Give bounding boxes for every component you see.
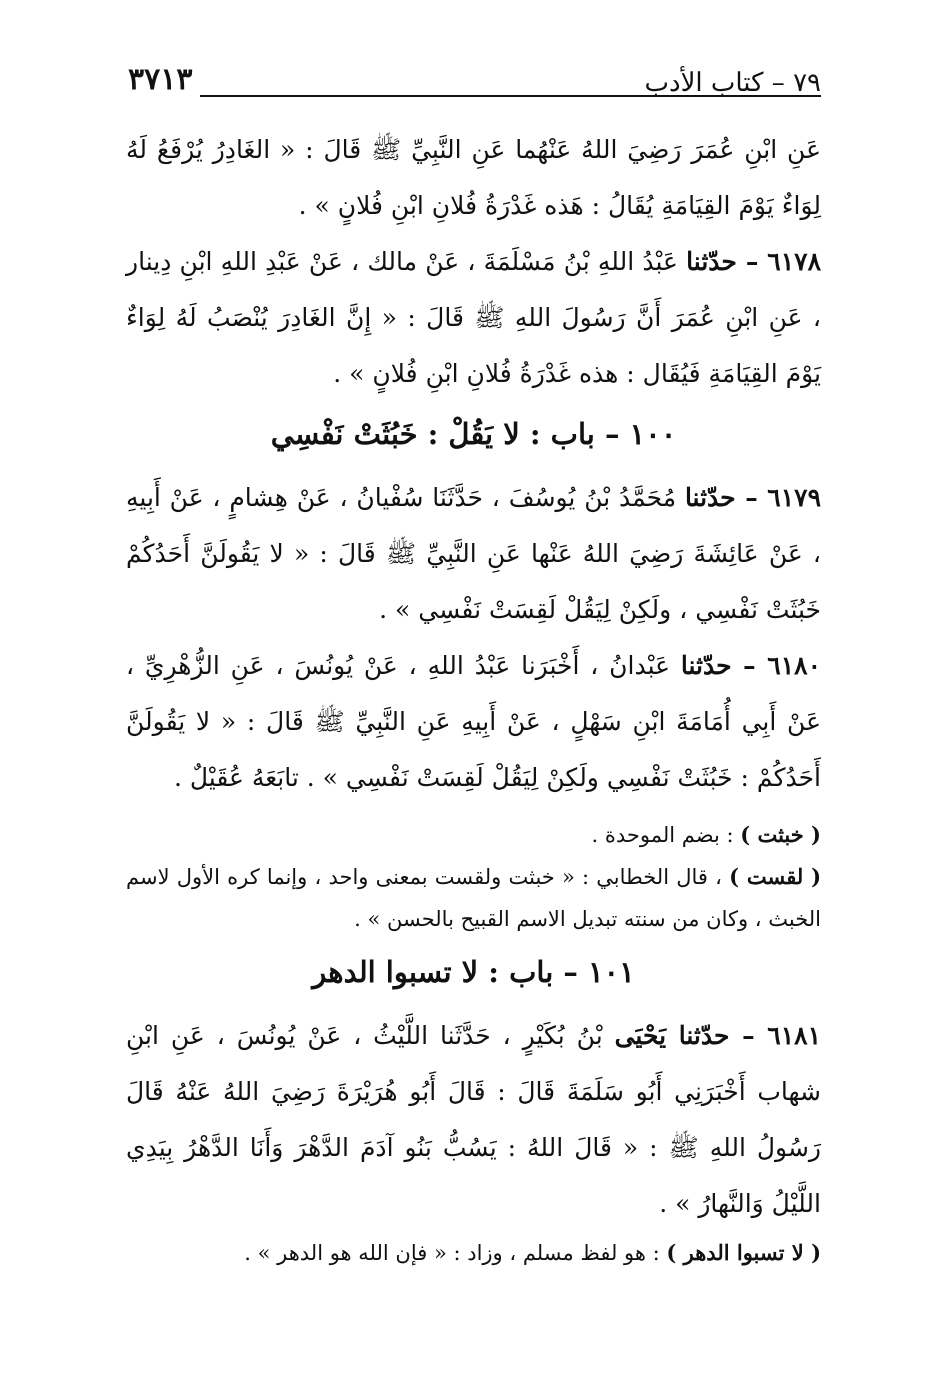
note-dahr bbox=[126, 1232, 821, 1274]
hadith-6180 bbox=[126, 638, 821, 806]
hadith-6178-number: ٦١٧٨ – حدّثنا bbox=[686, 247, 821, 276]
note-dahr-term: ( لا تسبوا الدهر ) bbox=[666, 1240, 821, 1265]
hadith-6181-number: ٦١٨١ – حدّثنا يَحْيَى bbox=[614, 1021, 821, 1050]
note-laqisat bbox=[126, 856, 821, 940]
note-laqisat-text: ، قال الخطابي : « خبثت ولقست بمعنى واحد ، وإنما كره الأول لاسم الخبث ، وكان من سنته تبديل الاسم القبيح بالحسن » . bbox=[126, 865, 821, 931]
chapter-100-heading: ١٠٠ – باب : لا يَقُلْ : خَبُثَتْ نَفْسِي bbox=[270, 417, 677, 451]
hadith-6179-number: ٦١٧٩ – حدّثنا bbox=[684, 483, 821, 512]
hadith-6181 bbox=[126, 1008, 821, 1232]
note-dahr-text: : هو لفظ مسلم ، وزاد : « فإن الله هو الدهر » . bbox=[244, 1241, 667, 1265]
note-khabuthat-term: ( خبثت ) bbox=[740, 822, 821, 847]
hadith-6178-text: عَبْدُ اللهِ بْنُ مَسْلَمَةَ ، عَنْ مالك ، عَنْ عَبْدِ اللهِ ابْنِ دِينار ، عَنِ ابْنِ عُمَرَ أَنَّ رَسُولَ اللهِ ﷺ قَالَ : « إِنَّ الغَادِرَ يُنْصَبُ لَهُ لِوَاءٌ يَوْمَ القِيَامَةِ فَيُقَال : هذه غَدْرَةُ فُلانِ ابْنِ فُلانٍ » . bbox=[126, 247, 821, 388]
hadith-continuation: عَنِ ابْنِ عُمَرَ رَضِيَ اللهُ عَنْهُما عَنِ النَّبِيِّ ﷺ قَالَ : « الغَادِرُ يُرْفَعُ لَهُ لِوَاءٌ يَوْمَ القِيَامَةِ يُقَالُ : هَذه غَدْرَةُ فُلانِ ابْنِ فُلانٍ » . bbox=[126, 135, 821, 220]
chapter-101-heading: ١٠١ – باب : لا تسبوا الدهر bbox=[312, 955, 635, 989]
page-body bbox=[126, 122, 821, 1274]
note-laqisat-term: ( لقست ) bbox=[729, 864, 822, 889]
hadith-6180-number: ٦١٨٠ – حدّثنا bbox=[680, 651, 821, 680]
header-rule bbox=[200, 95, 821, 97]
hadith-6181-text: بْنُ بُكَيْرٍ ، حَدَّثَنا اللَّيْثُ ، عَنْ يُونُسَ ، عَنِ ابْنِ شهاب أَخْبَرَنِي أَبُو سَلَمَةَ قَالَ : قَالَ أَبُو هُرَيْرَةَ رَضِيَ اللهُ عَنْهُ قَالَ رَسُولُ اللهِ ﷺ : « قَالَ اللهُ : يَسُبُّ بَنُو آدَمَ الدَّهْرَ وَأَنَا الدَّهْرُ بِيَدِي اللَّيْلُ وَالنَّهارُ » . bbox=[126, 1021, 821, 1218]
note-khabuthat-text: : بضم الموحدة . bbox=[591, 823, 741, 847]
page-number: ٣٧١٣ bbox=[128, 62, 193, 97]
spacer bbox=[126, 806, 821, 814]
hadith-6179 bbox=[126, 470, 821, 638]
hadith-6178 bbox=[126, 234, 821, 402]
note-khabuthat bbox=[126, 814, 821, 856]
book-title: ٧٩ – كتاب الأدب bbox=[644, 68, 821, 98]
hadith-6180-text: عَبْدانُ ، أَخْبَرَنا عَبْدُ اللهِ ، عَنْ يُونُسَ ، عَنِ الزُّهْرِيِّ ، عَنْ أَبِي أُمَامَةَ ابْنِ سَهْلٍ ، عَنْ أَبِيهِ عَنِ النَّبِيِّ ﷺ قَالَ : « لا يَقُولَنَّ أَحَدُكُمْ : خَبُثَتْ نَفْسِي ولَكِنْ لِيَقُلْ لَقِسَتْ نَفْسِي » . تابَعَهُ عُقَيْلٌ . bbox=[126, 651, 821, 792]
hadith-6179-text: مُحَمَّدُ بْنُ يُوسُفَ ، حَدَّثَنَا سُفْيانُ ، عَنْ هِشامٍ ، عَنْ أَبِيهِ ، عَنْ عَائِشَةَ رَضِيَ اللهُ عَنْها عَنِ النَّبِيِّ ﷺ قَالَ : « لا يَقُولَنَّ أَحَدُكُمْ خَبُثَتْ نَفْسِي ، ولَكِنْ لِيَقُلْ لَقِسَتْ نَفْسِي » . bbox=[126, 483, 821, 624]
